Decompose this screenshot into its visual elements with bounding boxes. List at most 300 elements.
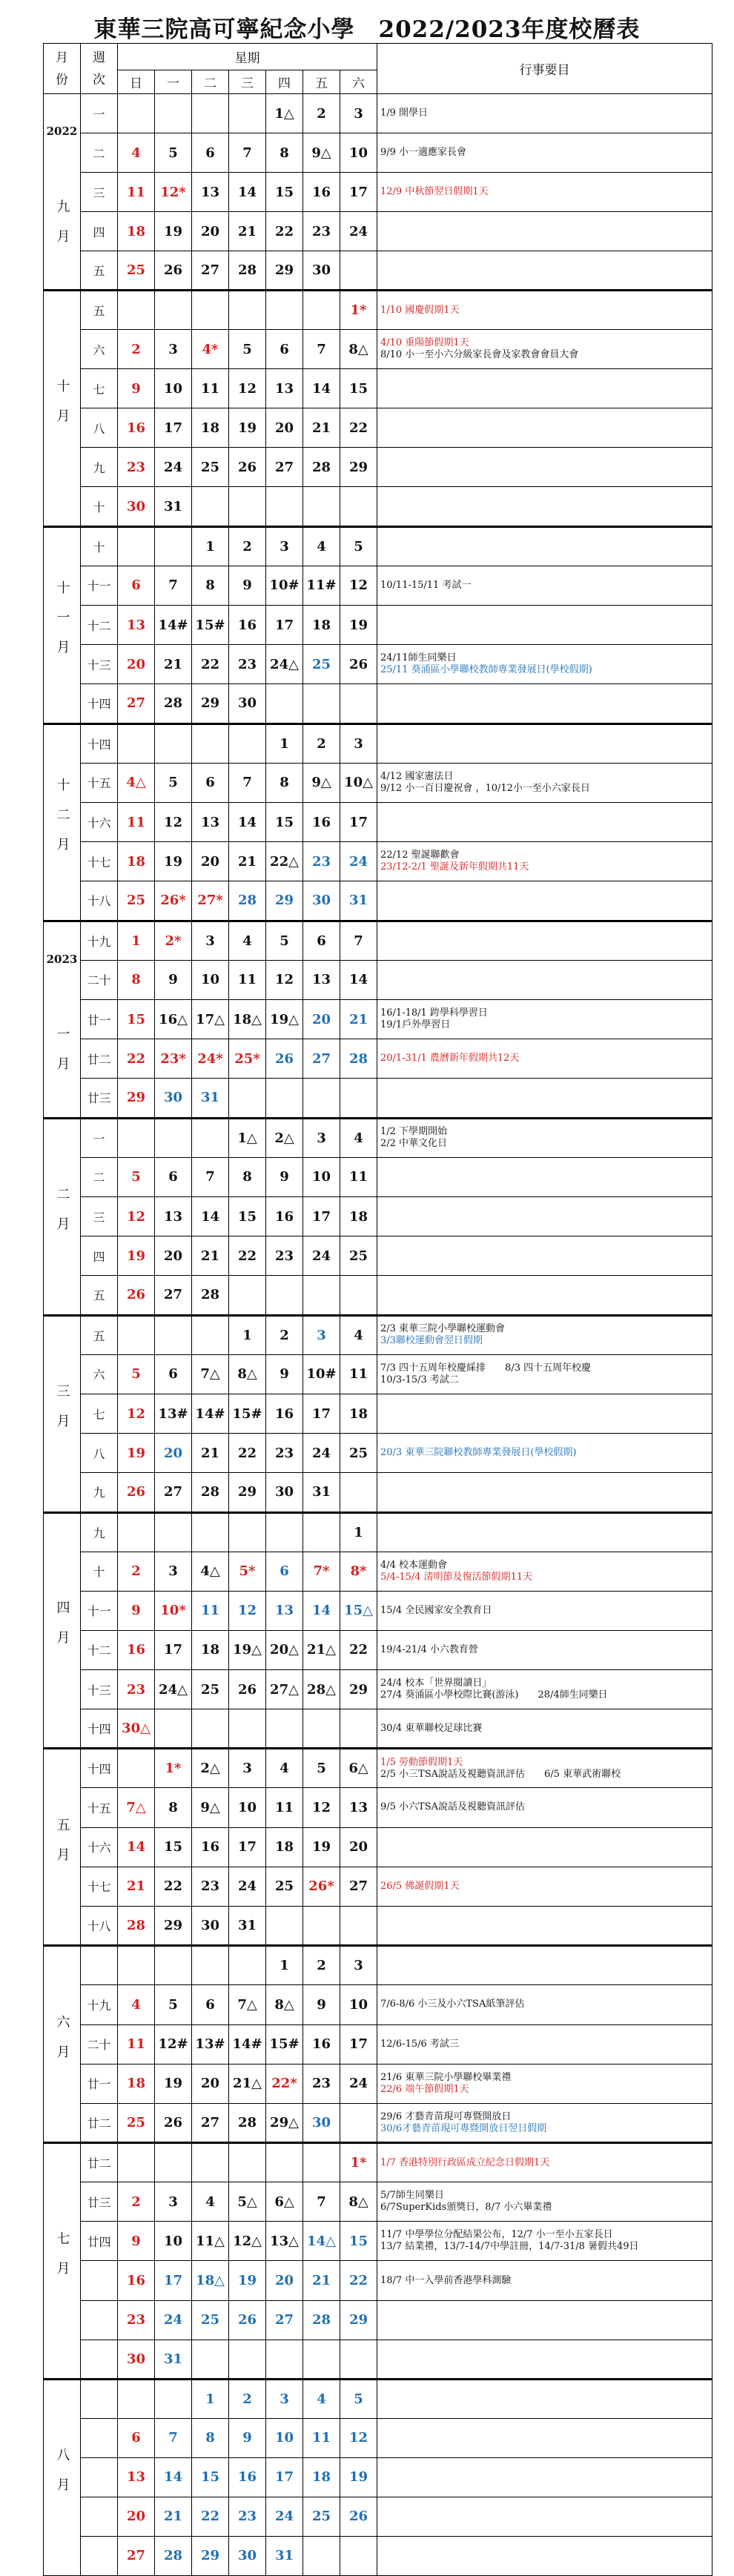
day-cell: 2 (229, 526, 266, 566)
day-cell: 22 (266, 212, 303, 251)
events-cell (377, 1354, 712, 1394)
week-row (44, 1315, 712, 1354)
week-number (81, 1946, 118, 1985)
day-cell: 10 (266, 2418, 303, 2457)
day-cell: 4 (340, 1118, 377, 1157)
day-cell: 5 (303, 1749, 340, 1788)
day-cell (192, 1118, 229, 1157)
week-row (44, 369, 712, 408)
event-item: 9/5 小六TSA說話及視聽資訊評估 (380, 1801, 526, 1813)
day-cell: 1* (340, 2143, 377, 2182)
header-month: 月 份 (44, 44, 81, 94)
day-cell: 27 (340, 1867, 377, 1906)
day-cell: 23 (303, 212, 340, 251)
day-cell: 6 (118, 566, 155, 605)
day-cell: 4 (229, 921, 266, 960)
week-number: 十 (81, 1552, 118, 1591)
month-cell (44, 724, 81, 921)
day-cell (155, 291, 192, 330)
event-item: 4/10 重陽節假期1天 (380, 337, 469, 349)
day-cell: 5* (229, 1552, 266, 1591)
day-cell: 1△ (266, 94, 303, 133)
day-cell (192, 1315, 229, 1354)
day-cell: 19 (340, 605, 377, 644)
day-cell (303, 1079, 340, 1118)
day-cell: 11 (192, 369, 229, 408)
day-cell: 7* (303, 1552, 340, 1591)
day-cell: 12 (155, 802, 192, 841)
week-number (81, 2418, 118, 2457)
day-cell: 25 (118, 2103, 155, 2142)
day-cell: 8 (192, 566, 229, 605)
week-number: 廿四 (81, 2222, 118, 2261)
day-cell (118, 1315, 155, 1354)
day-cell: 26* (155, 881, 192, 921)
week-row (44, 330, 712, 369)
day-cell (155, 724, 192, 763)
week-row (44, 2418, 712, 2457)
day-cell: 17 (303, 1394, 340, 1433)
events-cell (377, 291, 712, 330)
events-cell (377, 487, 712, 526)
day-cell: 9△ (303, 133, 340, 173)
day-cell: 17 (155, 1630, 192, 1669)
event-item: 7/6-8/6 小三及小六TSA紙筆評估 (380, 1999, 525, 2010)
day-cell: 11 (192, 1591, 229, 1630)
day-cell: 17 (340, 2024, 377, 2064)
day-cell: 29 (192, 684, 229, 724)
week-number: 一 (81, 94, 118, 133)
day-cell: 4 (303, 526, 340, 566)
day-cell: 4 (303, 2379, 340, 2418)
week-row (44, 2024, 712, 2064)
day-cell: 25* (229, 1039, 266, 1079)
day-cell: 29 (266, 881, 303, 921)
day-cell: 28 (155, 2536, 192, 2575)
day-cell: 30△ (118, 1709, 155, 1749)
day-cell (192, 724, 229, 763)
day-cell (266, 1709, 303, 1749)
day-cell: 9 (303, 1985, 340, 2024)
day-cell: 19 (229, 408, 266, 448)
event-item: 30/4 東華聯校足球比賽 (380, 1722, 483, 1734)
day-cell: 21 (155, 2497, 192, 2536)
day-cell: 15# (266, 2024, 303, 2064)
events-cell (377, 1079, 712, 1118)
day-cell: 8 (266, 133, 303, 173)
day-cell: 6△ (266, 2182, 303, 2222)
week-number: 二 (81, 1157, 118, 1196)
week-number (81, 2536, 118, 2575)
event-item: 1/10 國慶假期1天 (380, 304, 460, 316)
week-number: 十七 (81, 1867, 118, 1906)
day-cell: 4 (192, 2182, 229, 2222)
event-item: 1/9 開學日 (380, 107, 429, 119)
events-cell (377, 330, 712, 369)
day-cell: 9 (118, 369, 155, 408)
week-number (81, 2261, 118, 2300)
day-cell (155, 1118, 192, 1157)
day-cell: 24△ (155, 1669, 192, 1709)
week-row (44, 487, 712, 526)
event-item: 2/3 東華三院小學聯校運動會 (380, 1323, 506, 1335)
day-cell: 15 (229, 1196, 266, 1236)
day-cell: 19 (118, 1434, 155, 1473)
week-row (44, 2340, 712, 2379)
events-cell (377, 1985, 712, 2024)
day-cell (229, 487, 266, 526)
day-cell: 16△ (155, 999, 192, 1039)
week-row (44, 448, 712, 487)
week-number: 十三 (81, 1669, 118, 1709)
day-cell (155, 1512, 192, 1552)
day-cell: 10 (340, 1985, 377, 2024)
day-cell: 3 (340, 1946, 377, 1985)
week-number: 二十 (81, 960, 118, 999)
day-cell: 2 (118, 1552, 155, 1591)
day-cell: 26 (229, 448, 266, 487)
day-cell (340, 1079, 377, 1118)
events-cell (377, 2418, 712, 2457)
day-cell: 28 (192, 1276, 229, 1315)
week-row (44, 2536, 712, 2575)
week-number (81, 2300, 118, 2340)
day-cell: 28 (192, 1473, 229, 1512)
week-number: 五 (81, 1276, 118, 1315)
week-row (44, 1669, 712, 1709)
week-number: 十八 (81, 881, 118, 921)
day-cell: 17 (155, 408, 192, 448)
events-cell (377, 2497, 712, 2536)
month-label: 八月 (54, 2448, 70, 2508)
week-number: 十四 (81, 724, 118, 763)
events-cell (377, 802, 712, 841)
week-number: 五 (81, 1315, 118, 1354)
day-cell: 29 (340, 1669, 377, 1709)
month-cell (44, 2143, 81, 2380)
day-cell: 30 (192, 1906, 229, 1945)
week-row (44, 526, 712, 566)
day-cell: 30 (155, 1079, 192, 1118)
day-cell: 13 (155, 1196, 192, 1236)
day-cell: 23* (155, 1039, 192, 1079)
week-row (44, 1118, 712, 1157)
day-cell: 19 (229, 2261, 266, 2300)
day-cell: 1 (340, 1512, 377, 1552)
day-cell: 5 (155, 1985, 192, 2024)
day-cell: 28 (229, 2103, 266, 2142)
day-cell: 24 (340, 842, 377, 881)
week-row (44, 1552, 712, 1591)
day-cell: 26 (340, 645, 377, 684)
week-row (44, 1630, 712, 1669)
day-cell: 10△ (340, 763, 377, 802)
events-cell (377, 1276, 712, 1315)
day-cell: 28 (118, 1906, 155, 1945)
week-number: 十四 (81, 684, 118, 724)
day-cell: 17△ (192, 999, 229, 1039)
day-cell: 24 (340, 2064, 377, 2103)
week-number: 九 (81, 1512, 118, 1552)
day-cell: 29△ (266, 2103, 303, 2142)
day-cell: 22 (340, 2261, 377, 2300)
day-cell: 4 (118, 1985, 155, 2024)
day-cell: 11 (118, 2024, 155, 2064)
week-row (44, 802, 712, 841)
day-cell (155, 2143, 192, 2182)
day-cell: 10# (266, 566, 303, 605)
event-item: 29/6 才藝青苗現可專暨開放日 (380, 2110, 512, 2122)
day-cell: 5 (266, 921, 303, 960)
day-cell: 6 (155, 1157, 192, 1196)
day-cell: 20 (340, 1827, 377, 1867)
day-cell: 30 (303, 251, 340, 291)
day-cell: 23 (303, 2064, 340, 2103)
day-cell: 15# (229, 1394, 266, 1433)
week-row (44, 1867, 712, 1906)
events-cell (377, 1867, 712, 1906)
day-cell: 1 (192, 2379, 229, 2418)
week-row (44, 645, 712, 684)
events-cell (377, 724, 712, 763)
day-cell (192, 1946, 229, 1985)
day-cell: 14 (118, 1827, 155, 1867)
week-row (44, 1473, 712, 1512)
day-cell: 21 (192, 1236, 229, 1276)
day-cell (303, 1906, 340, 1945)
week-row (44, 1788, 712, 1827)
day-cell: 10 (303, 1157, 340, 1196)
day-cell: 9 (118, 2222, 155, 2261)
events-cell (377, 1946, 712, 1985)
day-cell: 3 (340, 94, 377, 133)
day-cell: 3 (155, 2182, 192, 2222)
day-cell: 13# (155, 1394, 192, 1433)
day-cell: 6△ (340, 1749, 377, 1788)
header-day-sat: 六 (340, 70, 377, 94)
week-number (81, 2379, 118, 2418)
day-cell: 3 (266, 526, 303, 566)
day-cell: 10 (192, 960, 229, 999)
day-cell: 1 (192, 526, 229, 566)
week-number: 十五 (81, 763, 118, 802)
day-cell: 18 (192, 408, 229, 448)
day-cell: 3 (340, 724, 377, 763)
day-cell: 7 (155, 566, 192, 605)
day-cell: 15 (340, 369, 377, 408)
week-number: 五 (81, 291, 118, 330)
week-number: 六 (81, 1354, 118, 1394)
day-cell: 16 (229, 605, 266, 644)
day-cell: 26 (118, 1473, 155, 1512)
day-cell (266, 487, 303, 526)
day-cell: 23 (303, 842, 340, 881)
day-cell: 12 (340, 2418, 377, 2457)
day-cell: 15 (118, 999, 155, 1039)
day-cell: 18 (118, 2064, 155, 2103)
week-number: 二 (81, 133, 118, 173)
week-row (44, 2143, 712, 2182)
day-cell: 29 (340, 448, 377, 487)
events-cell (377, 2379, 712, 2418)
day-cell: 1* (155, 1749, 192, 1788)
week-row (44, 842, 712, 881)
day-cell (118, 526, 155, 566)
day-cell: 19 (155, 842, 192, 881)
day-cell: 11 (340, 1354, 377, 1394)
week-number: 十九 (81, 1985, 118, 2024)
day-cell (118, 291, 155, 330)
day-cell: 25 (118, 251, 155, 291)
week-row (44, 1827, 712, 1867)
day-cell: 8 (155, 1788, 192, 1827)
events-cell (377, 1236, 712, 1276)
week-row (44, 763, 712, 802)
day-cell: 15 (192, 2457, 229, 2497)
week-row (44, 1906, 712, 1945)
day-cell: 31 (155, 487, 192, 526)
week-number: 十一 (81, 566, 118, 605)
day-cell: 5 (155, 133, 192, 173)
event-item: 5/4-15/4 清明節及復活節假期11天 (380, 1571, 533, 1583)
events-cell (377, 1512, 712, 1552)
day-cell: 28 (229, 251, 266, 291)
month-label: 二月 (54, 1187, 70, 1247)
day-cell: 12△ (229, 2222, 266, 2261)
event-item: 7/3 四十五周年校慶綵排 8/3 四十五周年校慶 (380, 1362, 592, 1374)
day-cell: 7 (155, 2418, 192, 2457)
events-cell (377, 133, 712, 173)
day-cell: 27 (118, 2536, 155, 2575)
event-item: 10/11-15/11 考試一 (380, 579, 472, 591)
day-cell (266, 291, 303, 330)
events-cell (377, 960, 712, 999)
day-cell (229, 2340, 266, 2379)
day-cell: 2 (118, 2182, 155, 2222)
day-cell: 30 (229, 684, 266, 724)
week-row (44, 1276, 712, 1315)
events-cell (377, 1591, 712, 1630)
week-number: 三 (81, 173, 118, 212)
event-item: 21/6 東華三院小學聯校畢業禮 (380, 2071, 512, 2083)
event-item: 20/3 東華三院聯校教師專業發展日(學校假期) (380, 1447, 577, 1459)
day-cell: 16 (118, 1630, 155, 1669)
day-cell: 21 (303, 2261, 340, 2300)
day-cell: 11 (266, 1788, 303, 1827)
day-cell: 3 (303, 1315, 340, 1354)
day-cell (340, 2340, 377, 2379)
event-item: 30/6才藝青苗現可專暨開放日翌日假期 (380, 2122, 547, 2134)
day-cell: 25 (340, 1236, 377, 1276)
events-cell (377, 1906, 712, 1945)
day-cell (155, 1709, 192, 1749)
calendar-body (44, 94, 712, 2576)
week-row (44, 684, 712, 724)
day-cell: 6 (192, 1985, 229, 2024)
day-cell: 1 (229, 1315, 266, 1354)
header-day-sun: 日 (118, 70, 155, 94)
day-cell: 25 (192, 448, 229, 487)
day-cell (340, 684, 377, 724)
day-cell: 7△ (229, 1985, 266, 2024)
day-cell: 12 (229, 369, 266, 408)
events-cell (377, 2300, 712, 2340)
day-cell: 4 (340, 1315, 377, 1354)
day-cell: 10 (155, 369, 192, 408)
day-cell: 30 (303, 881, 340, 921)
events-cell (377, 1157, 712, 1196)
day-cell (303, 684, 340, 724)
week-row (44, 133, 712, 173)
day-cell: 18 (340, 1196, 377, 1236)
day-cell: 27 (155, 1473, 192, 1512)
month-label: 十月 (54, 378, 70, 438)
day-cell: 18△ (192, 2261, 229, 2300)
event-item: 23/12-2/1 聖誕及新年假期共11天 (380, 861, 529, 873)
day-cell: 15# (192, 605, 229, 644)
week-row (44, 1591, 712, 1630)
day-cell: 27 (118, 684, 155, 724)
week-number: 廿二 (81, 2143, 118, 2182)
week-number: 十八 (81, 1906, 118, 1945)
day-cell (266, 1276, 303, 1315)
events-cell (377, 1394, 712, 1433)
day-cell: 12* (155, 173, 192, 212)
day-cell: 17 (303, 1196, 340, 1236)
events-cell (377, 369, 712, 408)
events-cell (377, 921, 712, 960)
week-number: 五 (81, 251, 118, 291)
day-cell: 23 (118, 1669, 155, 1709)
day-cell: 13 (303, 960, 340, 999)
day-cell: 13 (118, 605, 155, 644)
day-cell (118, 1749, 155, 1788)
month-label: 十一月 (54, 580, 70, 670)
week-number: 廿二 (81, 1039, 118, 1079)
event-item: 8/10 小一至小六分級家長會及家教會會員大會 (380, 349, 579, 361)
day-cell: 21 (192, 1434, 229, 1473)
day-cell (192, 2143, 229, 2182)
day-cell (155, 1315, 192, 1354)
event-item: 9/9 小一適應家長會 (380, 147, 467, 158)
day-cell: 8* (340, 1552, 377, 1591)
day-cell: 16 (266, 1196, 303, 1236)
day-cell: 9 (118, 1591, 155, 1630)
day-cell: 15 (266, 802, 303, 841)
week-number: 四 (81, 1236, 118, 1276)
events-cell (377, 2064, 712, 2103)
day-cell: 8 (266, 763, 303, 802)
day-cell: 12 (340, 566, 377, 605)
week-number (81, 2457, 118, 2497)
month-label: 四月 (54, 1600, 70, 1661)
day-cell: 25 (118, 881, 155, 921)
event-item: 19/1戶外學習日 (380, 1019, 451, 1031)
week-row (44, 251, 712, 291)
day-cell: 20△ (266, 1630, 303, 1669)
week-number: 二十 (81, 2024, 118, 2064)
day-cell: 4△ (192, 1552, 229, 1591)
day-cell (192, 1512, 229, 1552)
events-cell (377, 1788, 712, 1827)
week-row (44, 2261, 712, 2300)
day-cell: 30 (118, 2340, 155, 2379)
day-cell: 25 (303, 645, 340, 684)
event-item: 27/4 葵涌區小學校際比賽(游泳) 28/4師生同樂日 (380, 1689, 608, 1701)
event-item: 13/7 結業禮，13/7-14/7中學註冊，14/7-31/8 暑假共49日 (380, 2241, 639, 2253)
events-cell (377, 605, 712, 644)
week-number: 九 (81, 1473, 118, 1512)
